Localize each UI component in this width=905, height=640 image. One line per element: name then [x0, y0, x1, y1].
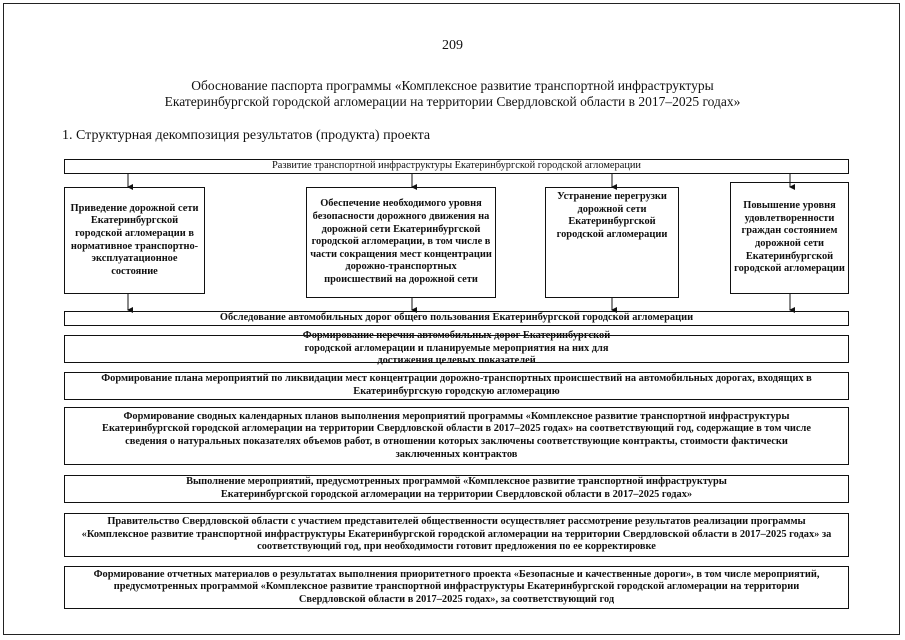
branch-box-3-text: Устранение перегрузки дорожной сети Екатеринбургской городской агломерации	[556, 191, 668, 240]
branch-box-1	[64, 187, 205, 294]
step-box-7-text: Формирование отчетных материалов о результатах выполнения приоритетного проекта «Безопасные и качественные дороги», в том числе мероприятий, предусмотренных программой «Комплексное развитие транспортной инфраструктуры Екатеринбургской городской агломерации на территории Свердловской области в 2017–2025 годах», за соответствующий год	[93, 568, 820, 605]
step-box-6	[64, 513, 849, 557]
branch-box-2	[306, 187, 496, 298]
step-box-1	[64, 311, 849, 326]
step-box-1-text: Обследование автомобильных дорог общего пользования Екатеринбургской городской агломерации	[219, 312, 694, 324]
branch-box-2-text: Обеспечение необходимого уровня безопасности дорожного движения на дорожной сети Екатеринбургской городской агломерации, в том числе в части сокращения мест концентрации дорожно-транспортных происшествий на дорожной сети	[310, 198, 492, 285]
step-box-7	[64, 566, 849, 609]
branch-box-3	[545, 187, 679, 298]
step-box-2	[64, 330, 849, 367]
step-box-5-text: Выполнение мероприятий, предусмотренных программой «Комплексное развитие транспортной инфраструктуры Екатеринбургской городской агломерации на территории Свердловской области в 2017–2025 годах»	[186, 476, 727, 500]
step-box-3-text: Формирование плана мероприятий по ликвидации мест концентрации дорожно-транспортных происшествий на автомобильных дорогах, входящих в Екатеринбургскую городскую агломерацию	[101, 373, 812, 397]
step-box-3	[64, 372, 849, 400]
step-box-6-text: Правительство Свердловской области с участием представителей общественности осуществляет рассмотрение результатов реализации программы «Комплексное развитие транспортной инфраструктуры Екатеринбургской городской агломерации на территории Свердловской области в 2017–2025 годах» за соответствующий год, при необходимости готовит предложения по ее корректировке	[81, 516, 832, 553]
goal-box-text: Развитие транспортной инфраструктуры Екатеринбургской городской агломерации	[271, 160, 641, 172]
step-box-5	[64, 475, 849, 503]
document-title-line-1: Обоснование паспорта программы «Комплексное развитие транспортной инфраструктуры	[191, 78, 714, 93]
section-heading: 1. Структурная декомпозиция результатов (продукта) проекта	[62, 128, 431, 143]
branch-box-1-text: Приведение дорожной сети Екатеринбургской городской агломерации в нормативное транспортно-эксплуатационное состояние	[70, 202, 199, 277]
page-number: 209	[442, 38, 463, 53]
goal-box	[64, 159, 849, 174]
step-box-2-text: Формирование перечня автомобильных дорог Екатеринбургской городской агломерации и планируемые мероприятия на них для достижения целевых показателей	[302, 330, 611, 367]
step-box-4	[64, 407, 849, 465]
step-box-4-text: Формирование сводных календарных планов выполнения мероприятий программы «Комплексное развитие транспортной инфраструктуры Екатеринбургской городской агломерации на территории Свердловской области в 2017–2025 годах» на соответствующий год, содержащие в том числе сведения о натуральных показателях объемов работ, в отношении которых заключены соответствующие контракты, стоимости фактически заключенных контрактов	[102, 410, 811, 460]
branch-box-4-text: Повышение уровня удовлетворенности граждан состоянием дорожной сети Екатеринбургской городской агломерации	[734, 200, 845, 275]
branch-box-4	[730, 182, 849, 294]
document-title-line-2: Екатеринбургской городской агломерации на территории Свердловской области в 2017–2025 годах»	[164, 94, 741, 109]
